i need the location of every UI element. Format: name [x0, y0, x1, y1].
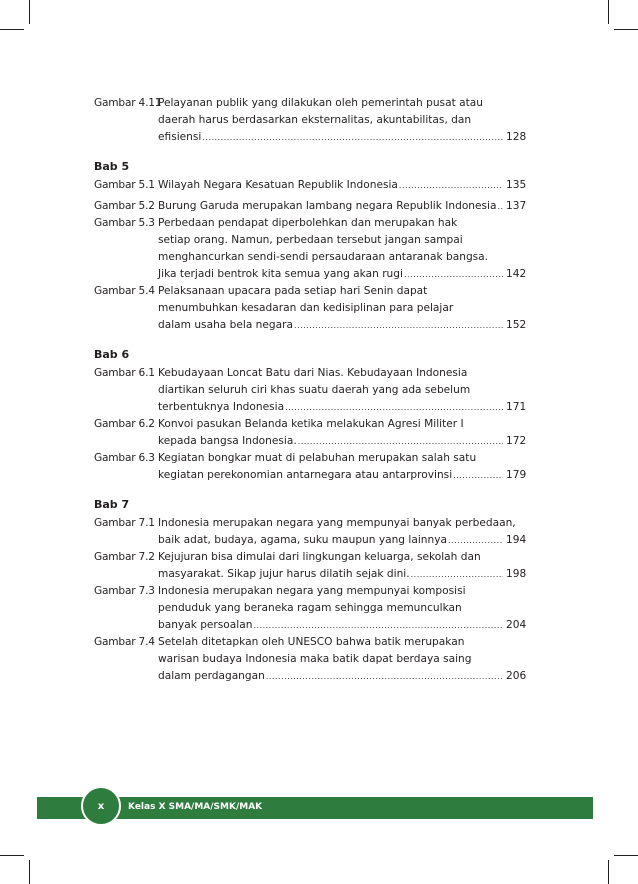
dot-leader — [404, 266, 503, 283]
figure-caption — [158, 177, 527, 194]
caption-line: Setelah ditetapkan oleh UNESCO bahwa batik merupakan — [158, 636, 465, 648]
figure-label: Gambar 5.2 — [94, 200, 155, 212]
crop-mark — [0, 29, 24, 30]
caption-line: Pelaksanaan upacara pada setiap hari Senin dapat — [158, 285, 428, 297]
figure-caption — [158, 365, 527, 416]
caption-line: Perbedaan pendapat diperbolehkan dan merupakan hak — [158, 217, 458, 229]
dot-leader — [266, 668, 503, 685]
crop-mark — [608, 0, 609, 24]
caption-last-line — [158, 399, 527, 416]
figure-caption — [158, 634, 527, 685]
book-title: Kelas X SMA/MA/SMK/MAK — [128, 802, 263, 812]
caption-last-line — [158, 177, 527, 194]
page-ref: 128 — [506, 131, 527, 143]
caption-line: Pelayanan publik yang dilakukan oleh pemerintah pusat atau — [158, 97, 483, 109]
caption-line: menumbuhkan kesadaran dan kedisiplinan para pelajar — [158, 302, 454, 314]
page-ref: 206 — [506, 670, 527, 682]
figure-entry[interactable] — [94, 416, 527, 450]
figure-label: Gambar 5.1 — [94, 179, 155, 191]
figure-entry[interactable] — [94, 365, 527, 416]
page-ref: 171 — [506, 401, 527, 413]
dot-leader — [285, 399, 503, 416]
figure-label: Gambar 5.4 — [94, 285, 155, 297]
caption-line: Konvoi pasukan Belanda ketika melakukan Agresi Militer I — [158, 418, 464, 430]
figure-caption — [158, 583, 527, 634]
figure-label: Gambar 7.1 — [94, 517, 155, 529]
page-ref: 194 — [506, 534, 527, 546]
caption-last-line — [158, 433, 527, 450]
page-ref: 172 — [506, 435, 527, 447]
figure-list — [94, 95, 527, 699]
crop-mark — [0, 855, 24, 856]
dot-leader — [298, 433, 503, 450]
figure-caption — [158, 515, 527, 549]
figure-label: Gambar 6.2 — [94, 418, 155, 430]
section — [94, 348, 527, 484]
figure-caption — [158, 198, 527, 215]
figure-caption — [158, 215, 527, 283]
caption-last-line — [158, 566, 527, 583]
figure-entry[interactable] — [94, 515, 527, 549]
caption-line: masyarakat. Sikap jujur harus dilatih sejak dini. — [158, 568, 410, 580]
figure-entry[interactable] — [94, 95, 527, 146]
page-ref: 135 — [506, 179, 527, 191]
caption-line: menghancurkan sendi-sendi persaudaraan antaranak bangsa. — [158, 251, 489, 263]
caption-line: kepada bangsa Indonesia. — [158, 435, 297, 447]
figure-caption — [158, 95, 527, 146]
section — [94, 498, 527, 685]
caption-line: Kebudayaan Loncat Batu dari Nias. Kebudayaan Indonesia — [158, 367, 468, 379]
crop-mark — [614, 855, 638, 856]
caption-line: Indonesia merupakan negara yang mempunyai komposisi — [158, 585, 466, 597]
dot-leader — [411, 566, 503, 583]
figure-label: Gambar 6.3 — [94, 452, 155, 464]
chapter-heading: Bab 5 — [94, 160, 130, 173]
chapter-heading: Bab 7 — [94, 498, 130, 511]
figure-label: Gambar 7.2 — [94, 551, 155, 563]
figure-label: Gambar 6.1 — [94, 367, 155, 379]
caption-last-line — [158, 467, 527, 484]
figure-label: Gambar 5.3 — [94, 217, 155, 229]
caption-last-line — [158, 317, 527, 334]
section — [94, 95, 527, 146]
caption-line: Kejujuran bisa dimulai dari lingkungan keluarga, sekolah dan — [158, 551, 481, 563]
page-ref: 179 — [506, 469, 527, 481]
figure-label: Gambar 4.11 — [94, 97, 162, 109]
figure-entry[interactable] — [94, 450, 527, 484]
caption-line: Wilayah Negara Kesatuan Republik Indonesia — [158, 179, 398, 191]
caption-last-line — [158, 617, 527, 634]
figure-caption — [158, 450, 527, 484]
figure-caption — [158, 416, 527, 450]
dot-leader — [497, 198, 503, 215]
figure-label: Gambar 7.4 — [94, 636, 155, 648]
caption-line: penduduk yang beraneka ragam sehingga memunculkan — [158, 602, 462, 614]
caption-line: warisan budaya Indonesia maka batik dapat berdaya saing — [158, 653, 472, 665]
caption-line: Indonesia merupakan negara yang mempunyai banyak perbedaan, — [158, 517, 516, 529]
caption-line: dalam usaha bela negara — [158, 319, 293, 331]
caption-line: Burung Garuda merupakan lambang negara Republik Indonesia — [158, 200, 497, 212]
caption-line: Jika terjadi bentrok kita semua yang akan rugi — [158, 268, 403, 280]
caption-line: Kegiatan bongkar muat di pelabuhan merupakan salah satu — [158, 452, 477, 464]
caption-line: efisiensi — [158, 131, 202, 143]
dot-leader — [399, 177, 503, 194]
dot-leader — [448, 532, 503, 549]
page-ref: 204 — [506, 619, 527, 631]
caption-line: diartikan seluruh ciri khas suatu daerah yang ada sebelum — [158, 384, 471, 396]
caption-line: daerah harus berdasarkan eksternalitas, akuntabilitas, dan — [158, 114, 472, 126]
caption-line: dalam perdagangan — [158, 670, 265, 682]
chapter-heading: Bab 6 — [94, 348, 130, 361]
page-number: x — [81, 786, 121, 826]
dot-leader — [202, 129, 503, 146]
caption-last-line — [158, 668, 527, 685]
crop-mark — [29, 860, 30, 884]
figure-entry[interactable] — [94, 549, 527, 583]
page-ref: 137 — [506, 200, 527, 212]
figure-label: Gambar 7.3 — [94, 585, 155, 597]
dot-leader — [453, 467, 503, 484]
section — [94, 160, 527, 334]
caption-last-line — [158, 266, 527, 283]
caption-last-line — [158, 129, 527, 146]
caption-line: terbentuknya Indonesia — [158, 401, 285, 413]
figure-entry[interactable] — [94, 634, 527, 685]
page-ref: 198 — [506, 568, 527, 580]
dot-leader — [253, 617, 503, 634]
page-ref: 142 — [506, 268, 527, 280]
figure-entry[interactable] — [94, 177, 527, 194]
caption-line: baik adat, budaya, agama, suku maupun yang lainnya — [158, 534, 447, 546]
crop-mark — [614, 29, 638, 30]
caption-last-line — [158, 532, 527, 549]
figure-entry[interactable] — [94, 283, 527, 334]
figure-entry[interactable] — [94, 215, 527, 283]
figure-entry[interactable] — [94, 198, 527, 215]
caption-line: banyak persoalan — [158, 619, 253, 631]
crop-mark — [608, 860, 609, 884]
caption-line: setiap orang. Namun, perbedaan tersebut jangan sampai — [158, 234, 463, 246]
page-ref: 152 — [506, 319, 527, 331]
figure-entry[interactable] — [94, 583, 527, 634]
caption-line: kegiatan perekonomian antarnegara atau antarprovinsi — [158, 469, 453, 481]
crop-mark — [29, 0, 30, 24]
dot-leader — [294, 317, 503, 334]
figure-caption — [158, 283, 527, 334]
figure-caption — [158, 549, 527, 583]
caption-last-line — [158, 198, 527, 215]
